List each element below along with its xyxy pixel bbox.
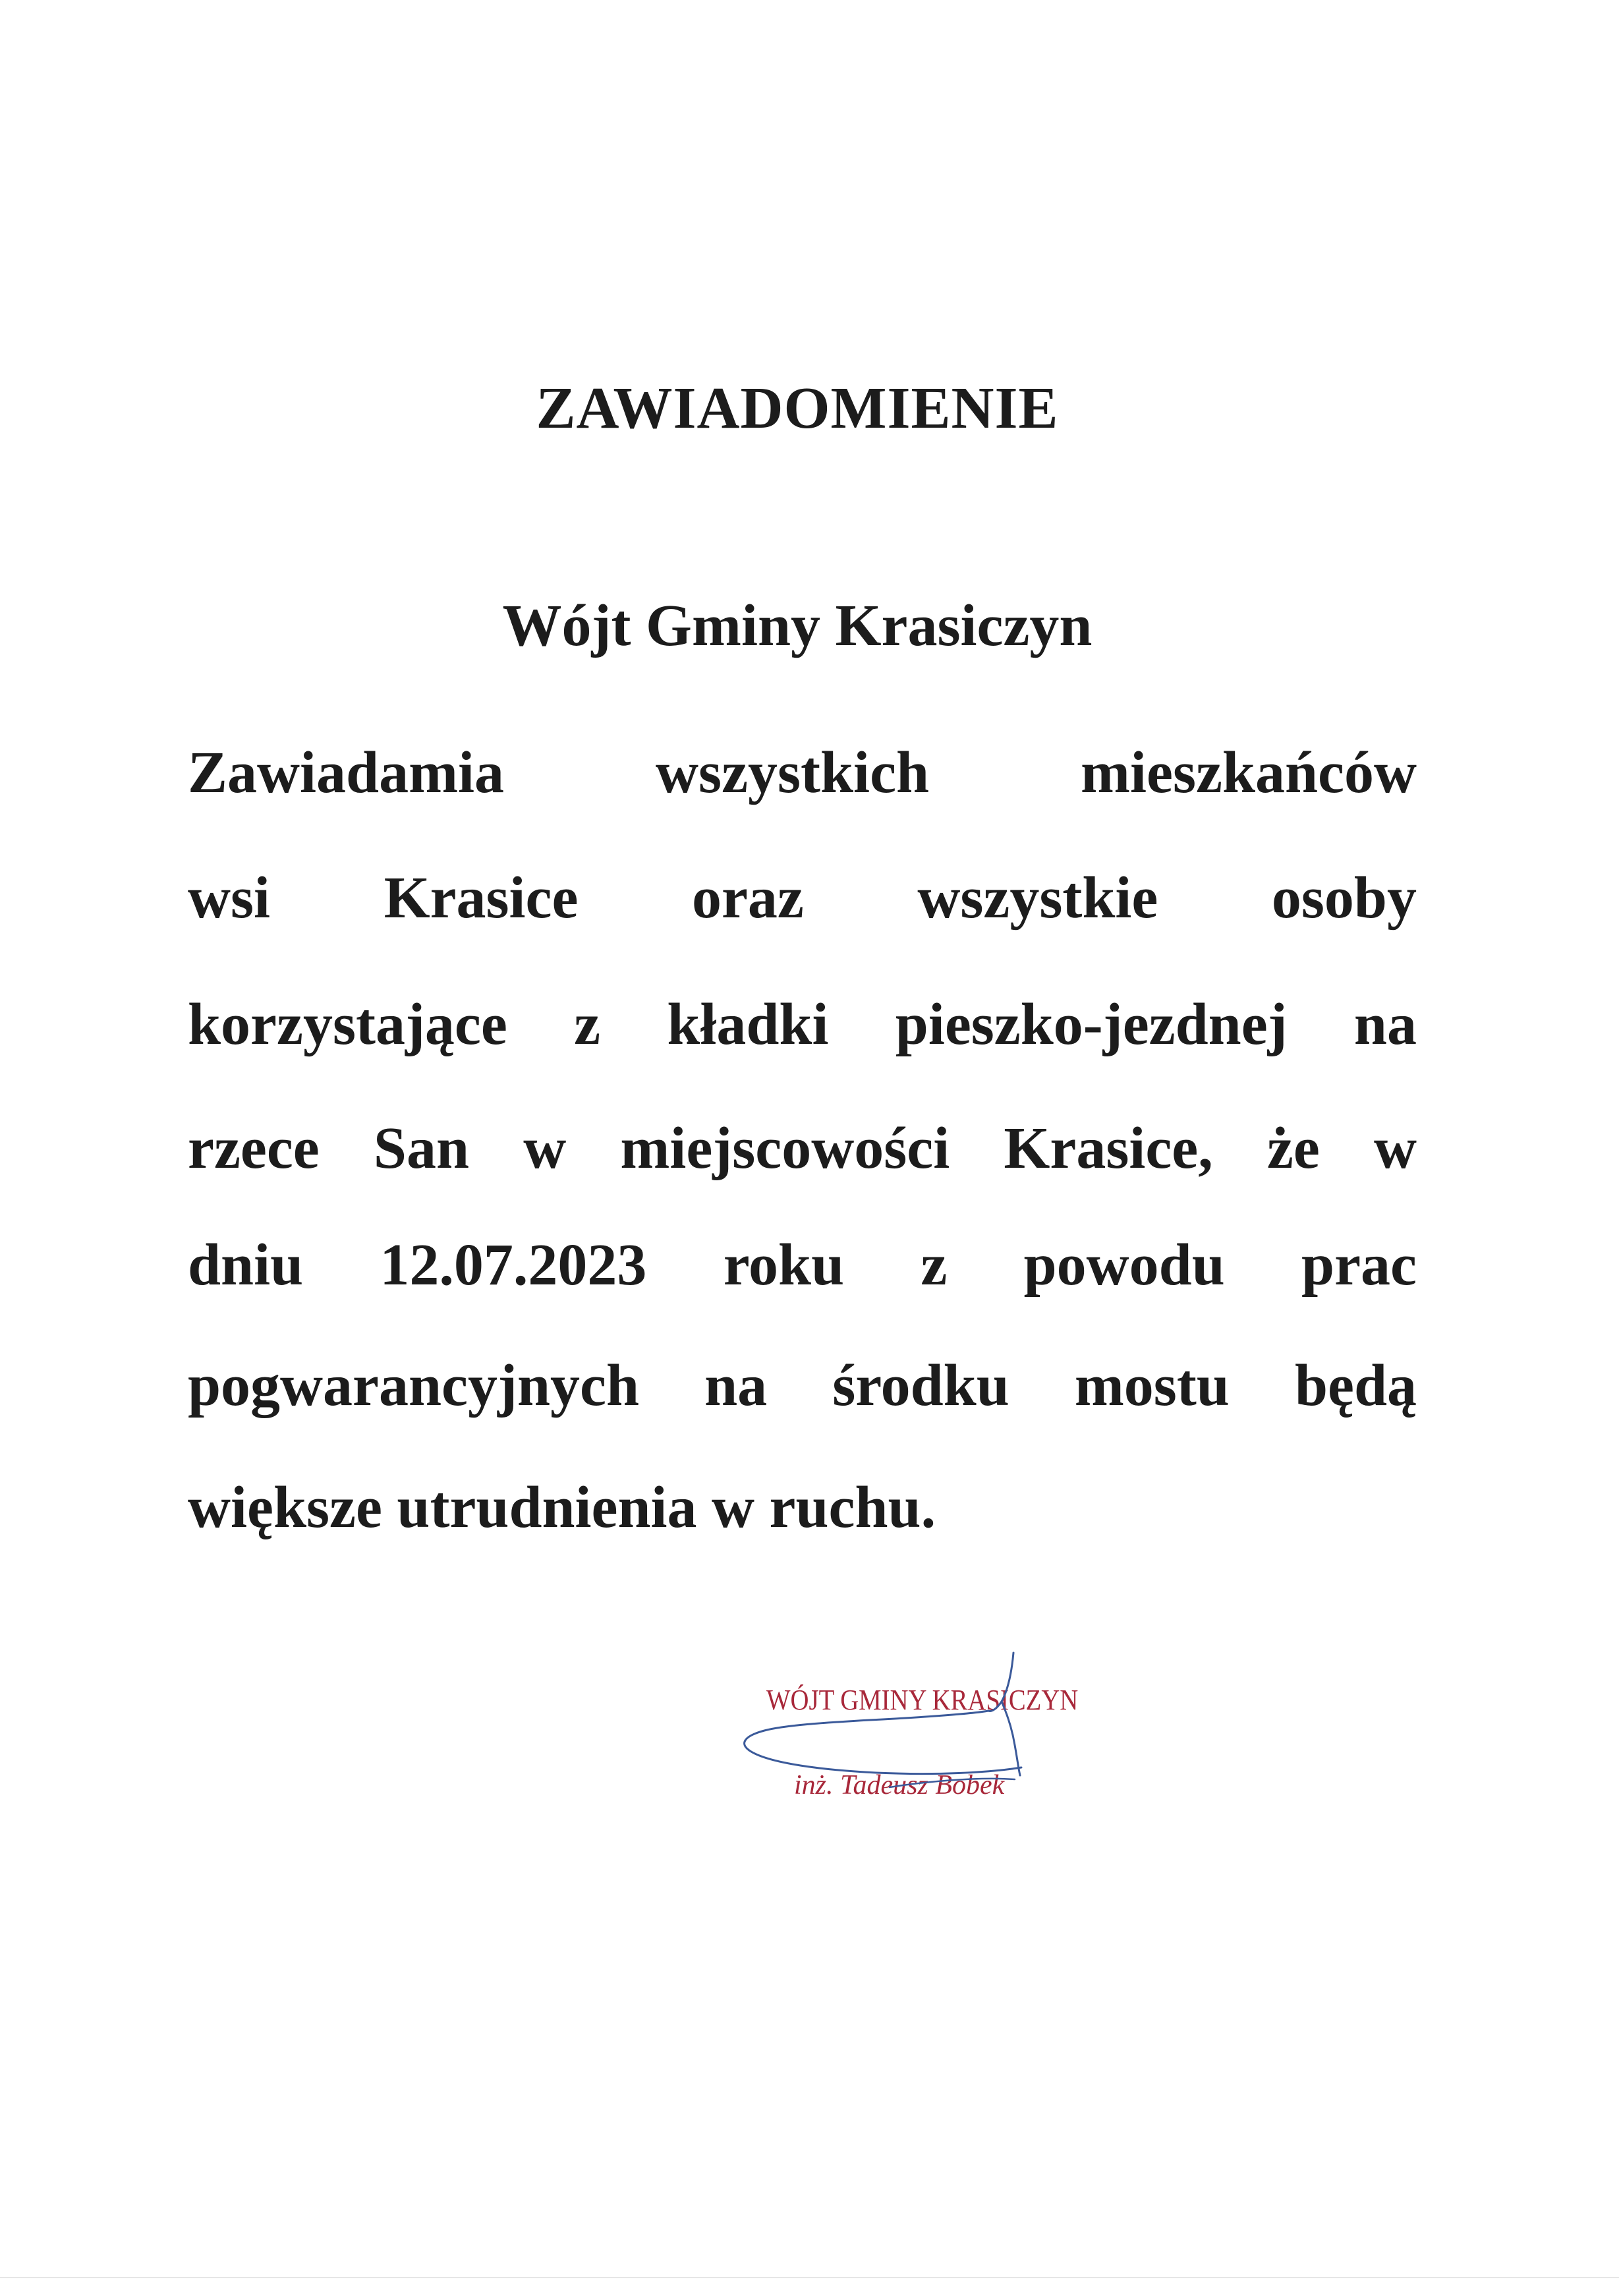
body-line-2: wsi Krasice oraz wszystkie osoby [188,865,1417,931]
body-line-7: większe utrudnienia w ruchu. [188,1475,936,1540]
body-line-5: dniu 12.07.2023 roku z powodu prac [188,1232,1417,1298]
handwritten-signature [725,1641,1094,1832]
body-line-4: rzece San w miejscowości Krasice, że w [188,1116,1417,1181]
body-line-1: Zawiadamia wszystkich mieszkańców [188,740,1417,805]
body-line-3: korzystające z kładki pieszko-jezdnej na [188,992,1417,1057]
scan-edge-line [0,2277,1619,2278]
stamp-organization: WÓJT GMINY KRASICZYN [766,1684,1079,1716]
stamp-official-name: inż. Tadeusz Bobek [794,1770,1005,1800]
body-line-6: pogwarancyjnych na środku mostu będą [188,1353,1417,1418]
issuer-heading: Wójt Gminy Krasiczyn [502,593,1093,658]
document-title: ZAWIADOMIENIE [536,376,1059,441]
